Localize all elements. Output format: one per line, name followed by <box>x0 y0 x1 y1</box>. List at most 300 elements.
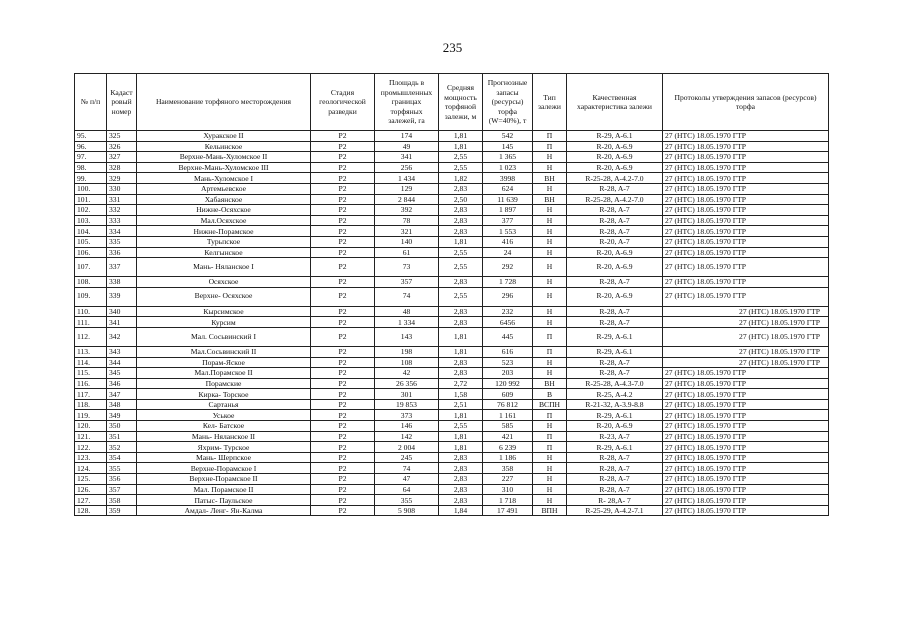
cadastral-number-cell: 355 <box>107 463 137 474</box>
stage-cell: Р2 <box>311 421 375 432</box>
deposit-type-cell: Н <box>533 452 567 463</box>
stage-cell: Р2 <box>311 131 375 142</box>
reserves-cell: 76 812 <box>483 399 533 410</box>
quality-cell: R-28, A-7 <box>567 317 663 328</box>
area-cell: 1 334 <box>375 317 439 328</box>
cadastral-number-cell: 359 <box>107 505 137 516</box>
deposit-name-cell: Хабаянское <box>137 194 311 205</box>
area-cell: 64 <box>375 484 439 495</box>
deposit-name-cell: Мал. Сосьвинский I <box>137 327 311 346</box>
table-row <box>75 215 829 226</box>
deposit-type-cell: Н <box>533 247 567 258</box>
depth-cell: 2,83 <box>439 474 483 485</box>
cadastral-number-cell: 344 <box>107 357 137 368</box>
area-cell: 357 <box>375 277 439 288</box>
protocol-cell: 27 (НТС) 18.05.1970 ГТР <box>663 421 829 432</box>
cadastral-number-cell: 332 <box>107 205 137 216</box>
row-number-cell: 110. <box>75 306 107 317</box>
protocol-cell: 27 (НТС) 18.05.1970 ГТР <box>663 287 829 306</box>
protocol-cell: 27 (НТС) 18.05.1970 ГТР <box>663 495 829 506</box>
deposit-name-cell: Хуракское II <box>137 131 311 142</box>
reserves-cell: 358 <box>483 463 533 474</box>
reserves-cell: 1 728 <box>483 277 533 288</box>
reserves-cell: 6456 <box>483 317 533 328</box>
cadastral-number-cell: 346 <box>107 378 137 389</box>
deposit-name-cell: Мань-Хуломское I <box>137 173 311 184</box>
quality-cell: R-28, A-7 <box>567 474 663 485</box>
deposit-name-cell: Турьпское <box>137 236 311 247</box>
table-row <box>75 152 829 163</box>
table-row <box>75 194 829 205</box>
deposit-type-cell: П <box>533 131 567 142</box>
reserves-cell: 1 718 <box>483 495 533 506</box>
page-number: 235 <box>442 40 463 55</box>
area-cell: 73 <box>375 258 439 277</box>
table-row <box>75 505 829 516</box>
protocol-cell: 27 (НТС) 18.05.1970 ГТР <box>663 452 829 463</box>
cadastral-number-cell: 345 <box>107 368 137 379</box>
area-cell: 140 <box>375 236 439 247</box>
quality-cell: R-20, A-6.9 <box>567 162 663 173</box>
area-cell: 321 <box>375 226 439 237</box>
table-row <box>75 431 829 442</box>
stage-cell: Р2 <box>311 463 375 474</box>
quality-cell: R-28, A-7 <box>567 368 663 379</box>
reserves-cell: 227 <box>483 474 533 485</box>
reserves-cell: 11 639 <box>483 194 533 205</box>
header-cadastral: Кадаст ровый номер <box>107 74 137 131</box>
deposit-type-cell: П <box>533 442 567 453</box>
quality-cell: R-28, A-7 <box>567 306 663 317</box>
depth-cell: 2,83 <box>439 183 483 194</box>
table-row <box>75 317 829 328</box>
row-number-cell: 97. <box>75 152 107 163</box>
quality-cell: R-25-28, A-4.2-7.0 <box>567 173 663 184</box>
header-reserves: Прогнозные запасы (ресурсы) торфа (W=40%), т <box>483 74 533 131</box>
row-number-cell: 98. <box>75 162 107 173</box>
deposit-name-cell: Нижне-Порамское <box>137 226 311 237</box>
depth-cell: 2,50 <box>439 194 483 205</box>
depth-cell: 2,83 <box>439 277 483 288</box>
depth-cell: 2,55 <box>439 258 483 277</box>
cadastral-number-cell: 340 <box>107 306 137 317</box>
area-cell: 146 <box>375 421 439 432</box>
table-row <box>75 410 829 421</box>
protocol-cell: 27 (НТС) 18.05.1970 ГТР <box>663 442 829 453</box>
quality-cell: R-20, A-7 <box>567 236 663 247</box>
row-number-cell: 126. <box>75 484 107 495</box>
stage-cell: Р2 <box>311 389 375 400</box>
deposit-name-cell: Верхне-Мань-Хуломское II <box>137 152 311 163</box>
deposit-type-cell: ВПН <box>533 505 567 516</box>
row-number-cell: 123. <box>75 452 107 463</box>
deposit-type-cell: ВН <box>533 173 567 184</box>
depth-cell: 2,83 <box>439 484 483 495</box>
stage-cell: Р2 <box>311 442 375 453</box>
row-number-cell: 95. <box>75 131 107 142</box>
protocol-cell: 27 (НТС) 18.05.1970 ГТР <box>663 183 829 194</box>
protocol-cell: 27 (НТС) 18.05.1970 ГТР <box>663 131 829 142</box>
table-row <box>75 346 829 357</box>
area-cell: 48 <box>375 306 439 317</box>
stage-cell: Р2 <box>311 474 375 485</box>
deposit-type-cell: Н <box>533 277 567 288</box>
reserves-cell: 609 <box>483 389 533 400</box>
stage-cell: Р2 <box>311 346 375 357</box>
cadastral-number-cell: 352 <box>107 442 137 453</box>
stage-cell: Р2 <box>311 452 375 463</box>
deposit-name-cell: Курсим <box>137 317 311 328</box>
row-number-cell: 102. <box>75 205 107 216</box>
header-stage: Стадия геологической разведки <box>311 74 375 131</box>
deposit-type-cell: Н <box>533 215 567 226</box>
deposit-name-cell: Мань- Няланское II <box>137 431 311 442</box>
protocol-cell: 27 (НТС) 18.05.1970 ГТР <box>663 141 829 152</box>
deposit-name-cell: Мань- Няланское I <box>137 258 311 277</box>
area-cell: 392 <box>375 205 439 216</box>
quality-cell: R-20, A-6.9 <box>567 141 663 152</box>
reserves-cell: 416 <box>483 236 533 247</box>
stage-cell: Р2 <box>311 495 375 506</box>
header-name: Наименование торфяного месторождения <box>137 74 311 131</box>
deposit-type-cell: Н <box>533 463 567 474</box>
row-number-cell: 109. <box>75 287 107 306</box>
row-number-cell: 104. <box>75 226 107 237</box>
reserves-cell: 585 <box>483 421 533 432</box>
reserves-cell: 1 023 <box>483 162 533 173</box>
reserves-cell: 1 186 <box>483 452 533 463</box>
deposit-type-cell: Н <box>533 152 567 163</box>
row-number-cell: 118. <box>75 399 107 410</box>
row-number-cell: 119. <box>75 410 107 421</box>
depth-cell: 1,81 <box>439 410 483 421</box>
deposit-name-cell: Мал.Осяхское <box>137 215 311 226</box>
reserves-cell: 445 <box>483 327 533 346</box>
protocol-cell: 27 (НТС) 18.05.1970 ГТР <box>663 378 829 389</box>
deposit-type-cell: Н <box>533 495 567 506</box>
protocol-cell: 27 (НТС) 18.05.1970 ГТР <box>663 236 829 247</box>
deposit-type-cell: Н <box>533 317 567 328</box>
protocol-cell: 27 (НТС) 18.05.1970 ГТР <box>663 410 829 421</box>
table-header-row <box>75 74 829 131</box>
row-number-cell: 113. <box>75 346 107 357</box>
reserves-cell: 1 365 <box>483 152 533 163</box>
cadastral-number-cell: 350 <box>107 421 137 432</box>
stage-cell: Р2 <box>311 183 375 194</box>
quality-cell: R- 28,A- 7 <box>567 495 663 506</box>
stage-cell: Р2 <box>311 205 375 216</box>
table-row <box>75 368 829 379</box>
depth-cell: 2,83 <box>439 226 483 237</box>
header-protocols: Протоколы утверждения запасов (ресурсов) торфа <box>663 74 829 131</box>
protocol-cell: 27 (НТС) 18.05.1970 ГТР <box>663 327 829 346</box>
row-number-cell: 114. <box>75 357 107 368</box>
row-number-cell: 99. <box>75 173 107 184</box>
reserves-cell: 624 <box>483 183 533 194</box>
deposit-name-cell: Яхрим- Турское <box>137 442 311 453</box>
quality-cell: R-20, A-6.9 <box>567 421 663 432</box>
quality-cell: R-21-32, A-3.9-8.8 <box>567 399 663 410</box>
header-depth: Средняя мощность торфяной залежи, м <box>439 74 483 131</box>
quality-cell: R-28, A-7 <box>567 277 663 288</box>
protocol-cell: 27 (НТС) 18.05.1970 ГТР <box>663 277 829 288</box>
area-cell: 245 <box>375 452 439 463</box>
reserves-cell: 296 <box>483 287 533 306</box>
cadastral-number-cell: 331 <box>107 194 137 205</box>
cadastral-number-cell: 330 <box>107 183 137 194</box>
deposit-name-cell: Мань- Шерпское <box>137 452 311 463</box>
deposit-type-cell: П <box>533 431 567 442</box>
deposit-name-cell: Верхне-Порамское II <box>137 474 311 485</box>
quality-cell: R-28, A-7 <box>567 463 663 474</box>
table-row <box>75 399 829 410</box>
deposit-type-cell: ВН <box>533 194 567 205</box>
depth-cell: 1,81 <box>439 141 483 152</box>
table-body <box>75 131 829 516</box>
table-row <box>75 162 829 173</box>
depth-cell: 1,81 <box>439 327 483 346</box>
protocol-cell: 27 (НТС) 18.05.1970 ГТР <box>663 505 829 516</box>
deposit-type-cell: Н <box>533 306 567 317</box>
table-row <box>75 277 829 288</box>
area-cell: 2 004 <box>375 442 439 453</box>
stage-cell: Р2 <box>311 431 375 442</box>
cadastral-number-cell: 333 <box>107 215 137 226</box>
cadastral-number-cell: 327 <box>107 152 137 163</box>
depth-cell: 1,84 <box>439 505 483 516</box>
area-cell: 61 <box>375 247 439 258</box>
header-quality: Качественная характеристика залежи <box>567 74 663 131</box>
reserves-cell: 1 897 <box>483 205 533 216</box>
depth-cell: 2,55 <box>439 247 483 258</box>
row-number-cell: 121. <box>75 431 107 442</box>
depth-cell: 2,83 <box>439 368 483 379</box>
area-cell: 301 <box>375 389 439 400</box>
area-cell: 47 <box>375 474 439 485</box>
table-row <box>75 484 829 495</box>
protocol-cell: 27 (НТС) 18.05.1970 ГТР <box>663 474 829 485</box>
row-number-cell: 128. <box>75 505 107 516</box>
deposit-name-cell: Верхне- Осяхское <box>137 287 311 306</box>
deposit-name-cell: Артемьевское <box>137 183 311 194</box>
table-row <box>75 442 829 453</box>
deposit-name-cell: Порам-Яское <box>137 357 311 368</box>
row-number-cell: 101. <box>75 194 107 205</box>
stage-cell: Р2 <box>311 484 375 495</box>
deposit-name-cell: Кирка- Торское <box>137 389 311 400</box>
table-row <box>75 287 829 306</box>
table-row <box>75 495 829 506</box>
cadastral-number-cell: 328 <box>107 162 137 173</box>
row-number-cell: 107. <box>75 258 107 277</box>
reserves-cell: 203 <box>483 368 533 379</box>
cadastral-number-cell: 356 <box>107 474 137 485</box>
depth-cell: 2,55 <box>439 162 483 173</box>
protocol-cell: 27 (НТС) 18.05.1970 ГТР <box>663 215 829 226</box>
deposit-type-cell: ВСПН <box>533 399 567 410</box>
depth-cell: 2,55 <box>439 152 483 163</box>
depth-cell: 2,83 <box>439 463 483 474</box>
deposit-name-cell: Мал.Порамское II <box>137 368 311 379</box>
header-type: Тип залежи <box>533 74 567 131</box>
table-row <box>75 327 829 346</box>
deposit-type-cell: В <box>533 389 567 400</box>
stage-cell: Р2 <box>311 162 375 173</box>
quality-cell: R-28, A-7 <box>567 226 663 237</box>
depth-cell: 1,81 <box>439 346 483 357</box>
area-cell: 1 434 <box>375 173 439 184</box>
stage-cell: Р2 <box>311 287 375 306</box>
quality-cell: R-29, A-6.1 <box>567 327 663 346</box>
depth-cell: 2,83 <box>439 205 483 216</box>
header-num: № п/п <box>75 74 107 131</box>
row-number-cell: 96. <box>75 141 107 152</box>
depth-cell: 2,83 <box>439 357 483 368</box>
protocol-cell: 27 (НТС) 18.05.1970 ГТР <box>663 484 829 495</box>
quality-cell: R-28, A-7 <box>567 215 663 226</box>
deposit-name-cell: Келгынское <box>137 247 311 258</box>
quality-cell: R-28, A-7 <box>567 484 663 495</box>
depth-cell: 2,55 <box>439 287 483 306</box>
row-number-cell: 112. <box>75 327 107 346</box>
protocol-cell: 27 (НТС) 18.05.1970 ГТР <box>663 205 829 216</box>
area-cell: 143 <box>375 327 439 346</box>
deposit-type-cell: Н <box>533 258 567 277</box>
stage-cell: Р2 <box>311 368 375 379</box>
cadastral-number-cell: 325 <box>107 131 137 142</box>
quality-cell: R-29, A-6.1 <box>567 410 663 421</box>
deposit-name-cell: Уськое <box>137 410 311 421</box>
stage-cell: Р2 <box>311 410 375 421</box>
table-row <box>75 306 829 317</box>
row-number-cell: 116. <box>75 378 107 389</box>
table-row <box>75 141 829 152</box>
protocol-cell: 27 (НТС) 18.05.1970 ГТР <box>663 368 829 379</box>
depth-cell: 2,83 <box>439 306 483 317</box>
depth-cell: 1,81 <box>439 131 483 142</box>
row-number-cell: 124. <box>75 463 107 474</box>
deposit-type-cell: Н <box>533 205 567 216</box>
deposit-name-cell: Нижне-Осяхское <box>137 205 311 216</box>
reserves-cell: 421 <box>483 431 533 442</box>
cadastral-number-cell: 337 <box>107 258 137 277</box>
area-cell: 142 <box>375 431 439 442</box>
depth-cell: 2,51 <box>439 399 483 410</box>
reserves-cell: 1 553 <box>483 226 533 237</box>
table-row <box>75 205 829 216</box>
reserves-cell: 616 <box>483 346 533 357</box>
protocol-cell: 27 (НТС) 18.05.1970 ГТР <box>663 306 829 317</box>
area-cell: 256 <box>375 162 439 173</box>
cadastral-number-cell: 334 <box>107 226 137 237</box>
quality-cell: R-29, A-6.1 <box>567 131 663 142</box>
row-number-cell: 108. <box>75 277 107 288</box>
protocol-cell: 27 (НТС) 18.05.1970 ГТР <box>663 357 829 368</box>
deposit-name-cell: Осяхское <box>137 277 311 288</box>
protocol-cell: 27 (НТС) 18.05.1970 ГТР <box>663 431 829 442</box>
area-cell: 26 356 <box>375 378 439 389</box>
protocol-cell: 27 (НТС) 18.05.1970 ГТР <box>663 173 829 184</box>
stage-cell: Р2 <box>311 505 375 516</box>
area-cell: 341 <box>375 152 439 163</box>
stage-cell: Р2 <box>311 357 375 368</box>
stage-cell: Р2 <box>311 247 375 258</box>
table-row <box>75 183 829 194</box>
deposit-name-cell: Патыс- Паульское <box>137 495 311 506</box>
row-number-cell: 105. <box>75 236 107 247</box>
stage-cell: Р2 <box>311 173 375 184</box>
deposit-type-cell: Н <box>533 421 567 432</box>
reserves-cell: 17 491 <box>483 505 533 516</box>
deposit-type-cell: Н <box>533 368 567 379</box>
depth-cell: 1,81 <box>439 236 483 247</box>
cadastral-number-cell: 358 <box>107 495 137 506</box>
cadastral-number-cell: 342 <box>107 327 137 346</box>
stage-cell: Р2 <box>311 236 375 247</box>
depth-cell: 2,55 <box>439 421 483 432</box>
reserves-cell: 232 <box>483 306 533 317</box>
cadastral-number-cell: 339 <box>107 287 137 306</box>
stage-cell: Р2 <box>311 152 375 163</box>
area-cell: 19 853 <box>375 399 439 410</box>
protocol-cell: 27 (НТС) 18.05.1970 ГТР <box>663 389 829 400</box>
table-row <box>75 236 829 247</box>
quality-cell: R-29, A-6.1 <box>567 346 663 357</box>
quality-cell: R-20, A-6.9 <box>567 258 663 277</box>
area-cell: 74 <box>375 463 439 474</box>
deposit-name-cell: Сартанья <box>137 399 311 410</box>
protocol-cell: 27 (НТС) 18.05.1970 ГТР <box>663 346 829 357</box>
stage-cell: Р2 <box>311 399 375 410</box>
protocol-cell: 27 (НТС) 18.05.1970 ГТР <box>663 317 829 328</box>
deposit-name-cell: Кельинское <box>137 141 311 152</box>
area-cell: 174 <box>375 131 439 142</box>
table-row <box>75 247 829 258</box>
protocol-cell: 27 (НТС) 18.05.1970 ГТР <box>663 247 829 258</box>
deposit-type-cell: Н <box>533 357 567 368</box>
deposit-type-cell: Н <box>533 226 567 237</box>
stage-cell: Р2 <box>311 378 375 389</box>
deposit-type-cell: ВН <box>533 378 567 389</box>
cadastral-number-cell: 326 <box>107 141 137 152</box>
area-cell: 355 <box>375 495 439 506</box>
area-cell: 5 908 <box>375 505 439 516</box>
deposit-type-cell: Н <box>533 236 567 247</box>
row-number-cell: 125. <box>75 474 107 485</box>
protocol-cell: 27 (НТС) 18.05.1970 ГТР <box>663 194 829 205</box>
stage-cell: Р2 <box>311 215 375 226</box>
reserves-cell: 377 <box>483 215 533 226</box>
row-number-cell: 120. <box>75 421 107 432</box>
deposit-name-cell: Амдал- Ленг- Ян-Калма <box>137 505 311 516</box>
peat-deposits-table <box>74 73 829 516</box>
deposit-type-cell: Н <box>533 474 567 485</box>
deposit-type-cell: П <box>533 410 567 421</box>
depth-cell: 1,58 <box>439 389 483 400</box>
row-number-cell: 111. <box>75 317 107 328</box>
quality-cell: R-23, A-7 <box>567 431 663 442</box>
protocol-cell: 27 (НТС) 18.05.1970 ГТР <box>663 463 829 474</box>
reserves-cell: 24 <box>483 247 533 258</box>
area-cell: 42 <box>375 368 439 379</box>
row-number-cell: 122. <box>75 442 107 453</box>
depth-cell: 2,83 <box>439 495 483 506</box>
table-row <box>75 452 829 463</box>
quality-cell: R-20, A-6.9 <box>567 152 663 163</box>
stage-cell: Р2 <box>311 277 375 288</box>
area-cell: 74 <box>375 287 439 306</box>
area-cell: 108 <box>375 357 439 368</box>
